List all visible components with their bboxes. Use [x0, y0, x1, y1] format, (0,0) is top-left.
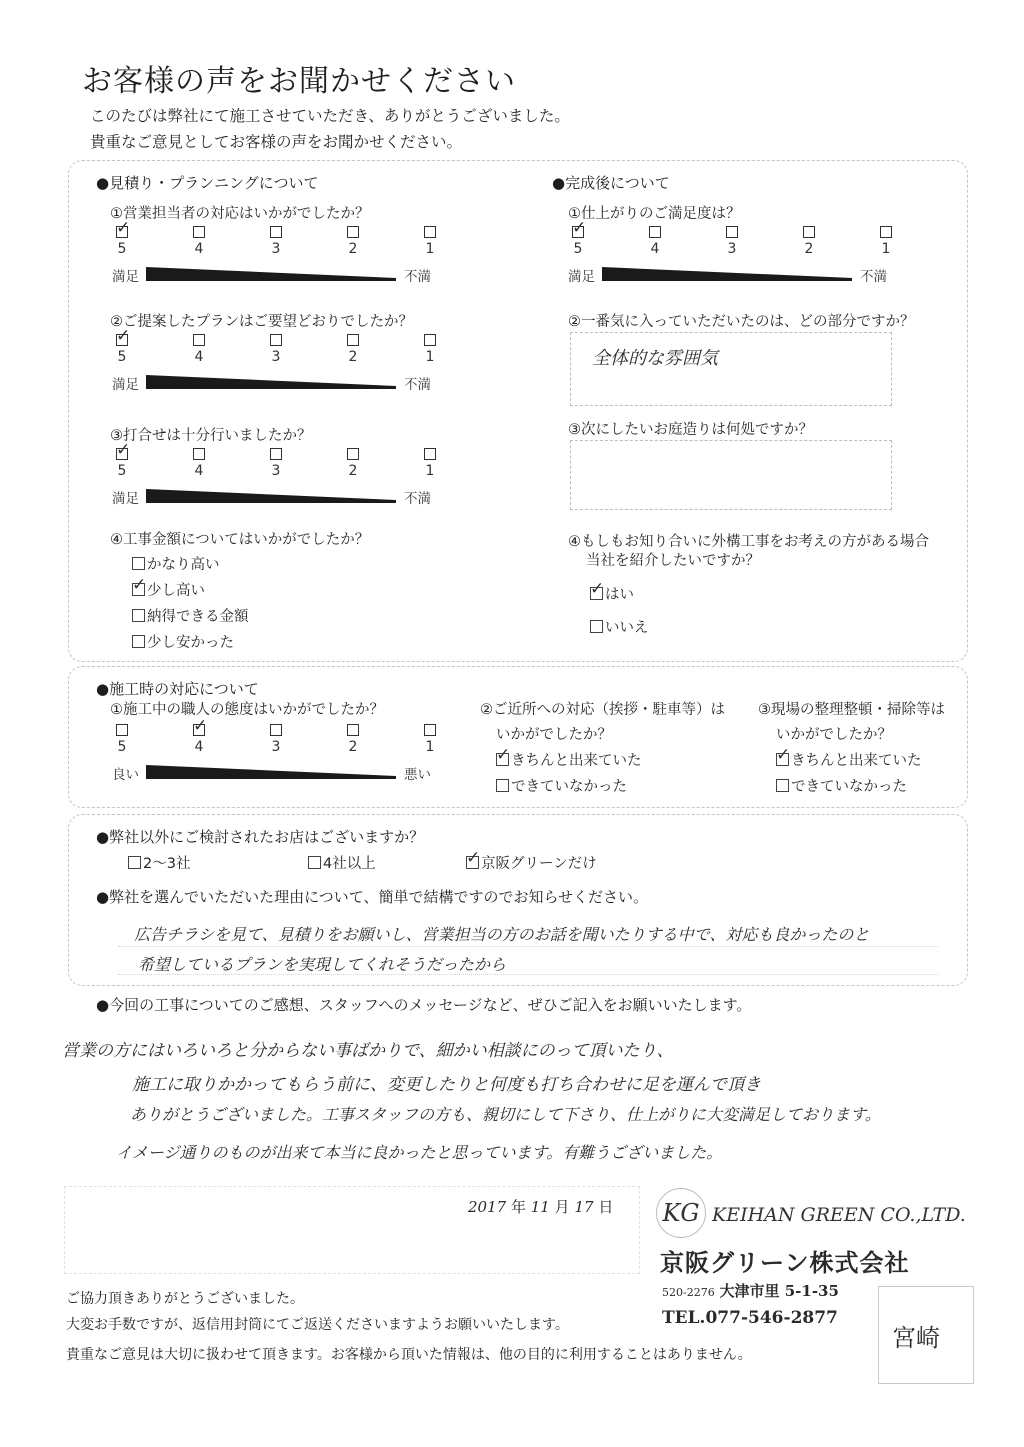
other-shops-heading: ●弊社以外にご検討されたお店はございますか？ [96, 828, 425, 846]
scale-number: 2 [348, 463, 358, 479]
scale-box-4[interactable] [193, 334, 205, 346]
completion-q4-text-1: ④もしもお知り合いに外構工事をお考えの方がある場合 [568, 534, 929, 550]
check-mark-icon: ✓ [590, 579, 605, 599]
option-label: かなり高い [147, 557, 220, 573]
scale-left-label: 満足 [568, 269, 595, 285]
scale-box-2[interactable] [803, 226, 815, 238]
construction-q1-scale[interactable] [112, 716, 435, 794]
scale-number: 2 [348, 241, 358, 257]
completion-q4-option-0[interactable] [590, 579, 634, 604]
company-name: 京阪グリーン株式会社 [660, 1248, 910, 1277]
scale-box-1[interactable] [880, 226, 892, 238]
scale-box-3[interactable] [270, 724, 282, 736]
company-logo-mark: KG [656, 1188, 706, 1238]
option-label: できていなかった [511, 779, 627, 795]
scale-box-1[interactable] [424, 334, 436, 346]
completion-q3-text: ③次にしたいお庭造りは何処ですか？ [568, 422, 813, 438]
scale-number: 3 [727, 241, 737, 257]
scale-right-label: 不満 [404, 377, 431, 393]
date-year: 2017 [468, 1198, 507, 1216]
message-line-4: イメージ通りのものが出来て本当に良かったと思っています。有難うございました。 [116, 1143, 723, 1162]
construction-q3-option-1[interactable] [776, 775, 907, 796]
scale-box-2[interactable] [347, 724, 359, 736]
construction-q3-text-1: ③現場の整理整頓・掃除等は [758, 702, 945, 718]
scale-wedge-shape [146, 375, 396, 389]
estimate-heading: ●見積り・プランニングについて [96, 174, 319, 192]
completion-q4-option-1[interactable] [590, 616, 649, 637]
checkbox[interactable] [590, 579, 605, 600]
scale-box-3[interactable] [270, 334, 282, 346]
scale-box-3[interactable] [270, 448, 282, 460]
scale-number: 4 [194, 463, 204, 479]
page-title: お客様の声をお聞かせください [82, 64, 516, 99]
scale-number: 5 [117, 739, 127, 755]
scale-wedge [146, 375, 396, 389]
other-shops-option-2[interactable] [466, 848, 597, 873]
intro-line-1: このたびは弊社にて施工させていただき、ありがとうございました。 [90, 107, 570, 125]
company-postal: 520-2276 [662, 1286, 715, 1299]
estimate-q3-scale[interactable] [112, 440, 435, 518]
scale-box-3[interactable] [270, 226, 282, 238]
check-mark-icon: ✓ [193, 716, 208, 736]
message-line-3: ありがとうございました。工事スタッフの方も、親切にして下さり、仕上がりに大変満足しております。 [130, 1105, 881, 1124]
reason-line-1: 広告チラシを見て、見積りをお願いし、営業担当の方のお話を聞いたりする中で、対応も良かったのと [134, 925, 870, 944]
scale-box-5[interactable] [116, 724, 128, 736]
estimate-q3-text: ③打合せは十分行いましたか？ [110, 428, 312, 444]
stamp: 宮崎 [892, 1324, 940, 1352]
message-line-1: 営業の方にはいろいろと分からない事ばかりで、細かい相談にのって頂いたり、 [62, 1041, 674, 1061]
scale-number: 4 [650, 241, 660, 257]
completion-q1-text: ①仕上がりのご満足度は？ [568, 206, 741, 222]
construction-q2-text-2: いかがでしたか？ [496, 727, 612, 743]
scale-number: 2 [348, 349, 358, 365]
scale-box-4[interactable] [193, 716, 208, 736]
scale-number: 3 [271, 349, 281, 365]
construction-q2-option-0[interactable] [496, 745, 642, 770]
scale-left-label: 満足 [112, 377, 139, 393]
option-label: はい [605, 587, 634, 603]
checkbox[interactable] [776, 779, 789, 792]
checkbox[interactable] [590, 620, 603, 633]
estimate-q2-scale[interactable] [112, 326, 435, 404]
scale-number: 3 [271, 241, 281, 257]
scale-number: 4 [194, 349, 204, 365]
scale-box-5[interactable] [116, 218, 131, 238]
scale-left-label: 満足 [112, 269, 139, 285]
option-label: きちんと出来ていた [791, 753, 922, 769]
footer-line-1: ご協力頂きありがとうございました。 [66, 1291, 304, 1307]
scale-number: 5 [573, 241, 583, 257]
check-mark-icon: ✓ [116, 218, 131, 238]
intro-line-2: 貴重なご意見としてお客様の声をお聞かせください。 [90, 133, 463, 151]
company-address: 大津市里 5-1-35 [719, 1282, 839, 1300]
message-heading: ●今回の工事についてのご感想、スタッフへのメッセージなど、ぜひご記入をお願いいたします。 [96, 996, 752, 1014]
estimate-q1-text: ①営業担当者の対応はいかがでしたか？ [110, 206, 370, 222]
checkbox[interactable] [776, 745, 791, 766]
scale-number: 1 [425, 349, 435, 365]
scale-box-2[interactable] [347, 226, 359, 238]
option-label: 京阪グリーンだけ [481, 856, 597, 872]
estimate-q2-text: ②ご提案したプランはご要望どおりでしたか？ [110, 314, 413, 330]
scale-wedge-shape [602, 267, 852, 281]
scale-wedge [146, 489, 396, 503]
checkbox[interactable] [128, 856, 141, 869]
scale-box-2[interactable] [347, 334, 359, 346]
date-day: 17 [574, 1198, 594, 1216]
checkbox[interactable] [496, 779, 509, 792]
estimate-q1-scale[interactable] [112, 218, 435, 296]
company-address-line [662, 1280, 839, 1301]
check-mark-icon: ✓ [132, 575, 147, 595]
scale-right-label: 不満 [404, 491, 431, 507]
completion-q4-text-2: 当社を紹介したいですか？ [586, 553, 760, 569]
construction-q2-text-1: ②ご近所への対応（挨拶・駐車等）は [480, 702, 725, 718]
scale-right-label: 悪い [404, 767, 431, 783]
scale-wedge-shape [146, 765, 396, 779]
scale-box-5[interactable] [116, 326, 131, 346]
option-label: 納得できる金額 [147, 609, 249, 625]
scale-wedge [602, 267, 852, 281]
estimate-q4-option-0[interactable] [132, 553, 220, 574]
completion-q3-answer-box[interactable] [570, 440, 892, 510]
estimate-q4-option-3[interactable] [132, 631, 234, 652]
scale-number: 2 [348, 739, 358, 755]
check-mark-icon: ✓ [496, 745, 511, 765]
option-label: 少し高い [147, 583, 205, 599]
scale-number: 1 [425, 739, 435, 755]
construction-q2-option-1[interactable] [496, 775, 627, 796]
scale-box-1[interactable] [424, 226, 436, 238]
checkbox[interactable] [132, 609, 145, 622]
scale-wedge [146, 267, 396, 281]
scale-box-1[interactable] [424, 448, 436, 460]
estimate-q4-option-1[interactable] [132, 575, 205, 600]
check-mark-icon: ✓ [466, 848, 481, 868]
scale-left-label: 満足 [112, 491, 139, 507]
scale-box-5[interactable] [116, 440, 131, 460]
scale-box-4[interactable] [649, 226, 661, 238]
completion-q2-text: ②一番気に入っていただいたのは、どの部分ですか？ [568, 314, 915, 330]
check-mark-icon: ✓ [572, 218, 587, 238]
scale-number: 3 [271, 739, 281, 755]
date-year-unit: 年 [510, 1198, 526, 1216]
scale-wedge [146, 765, 396, 779]
checkbox[interactable] [466, 848, 481, 869]
construction-heading: ●施工時の対応について [96, 680, 259, 698]
checkbox[interactable] [308, 856, 321, 869]
scale-number: 5 [117, 463, 127, 479]
reason-heading: ●弊社を選んでいただいた理由について、簡単で結構ですのでお知らせください。 [96, 888, 649, 906]
scale-number: 1 [425, 241, 435, 257]
scale-number: 4 [194, 739, 204, 755]
scale-number: 5 [117, 241, 127, 257]
scale-box-3[interactable] [726, 226, 738, 238]
checkbox[interactable] [132, 575, 147, 596]
scale-left-label: 良い [112, 767, 139, 783]
completion-q2-answer: 全体的な雰囲気 [592, 348, 718, 369]
option-label: 2～3社 [143, 856, 191, 872]
date-month: 11 [530, 1198, 550, 1216]
scale-box-5[interactable] [572, 218, 587, 238]
estimate-q4-text: ④工事金額についてはいかがでしたか？ [110, 532, 370, 548]
scale-number: 2 [804, 241, 814, 257]
option-label: きちんと出来ていた [511, 753, 642, 769]
reason-rule-1 [118, 946, 938, 947]
check-mark-icon: ✓ [776, 745, 791, 765]
date-day-unit: 日 [598, 1198, 614, 1216]
scale-number: 1 [881, 241, 891, 257]
checkbox[interactable] [132, 635, 145, 648]
construction-q3-option-0[interactable] [776, 745, 922, 770]
option-label: いいえ [605, 620, 649, 636]
checkbox[interactable] [496, 745, 511, 766]
construction-q3-text-2: いかがでしたか？ [776, 727, 892, 743]
option-label: できていなかった [791, 779, 907, 795]
completion-q1-scale[interactable] [568, 218, 891, 296]
scale-number: 4 [194, 241, 204, 257]
reason-line-2: 希望しているプランを実現してくれそうだったから [138, 955, 507, 974]
footer-line-2: 大変お手数ですが、返信用封筒にてご返送くださいますようお願いいたします。 [66, 1317, 569, 1333]
completion-heading: ●完成後について [552, 174, 670, 192]
scale-wedge-shape [146, 267, 396, 281]
option-label: 4社以上 [323, 856, 376, 872]
check-mark-icon: ✓ [116, 440, 131, 460]
scale-right-label: 不満 [860, 269, 887, 285]
company-tel: TEL.077-546-2877 [662, 1308, 838, 1328]
scale-wedge-shape [146, 489, 396, 503]
scale-box-4[interactable] [193, 226, 205, 238]
scale-number: 3 [271, 463, 281, 479]
scale-box-2[interactable] [347, 448, 359, 460]
option-label: 少し安かった [147, 635, 234, 651]
checkbox[interactable] [132, 557, 145, 570]
company-logo-text: KEIHAN GREEN CO.,LTD. [712, 1204, 966, 1226]
date [468, 1196, 613, 1217]
footer-line-3: 貴重なご意見は大切に扱わせて頂きます。お客様から頂いた情報は、他の目的に利用することはありません。 [66, 1347, 752, 1363]
date-month-unit: 月 [554, 1198, 570, 1216]
check-mark-icon: ✓ [116, 326, 131, 346]
scale-right-label: 不満 [404, 269, 431, 285]
scale-number: 1 [425, 463, 435, 479]
scale-box-1[interactable] [424, 724, 436, 736]
construction-q1-text: ①施工中の職人の態度はいかがでしたか？ [110, 702, 384, 718]
other-shops-option-1[interactable] [308, 852, 376, 873]
estimate-q4-option-2[interactable] [132, 605, 249, 626]
other-shops-option-0[interactable] [128, 852, 190, 873]
message-line-2: 施工に取りかかってもらう前に、変更したりと何度も打ち合わせに足を運んで頂き [132, 1075, 761, 1095]
scale-box-4[interactable] [193, 448, 205, 460]
scale-number: 5 [117, 349, 127, 365]
